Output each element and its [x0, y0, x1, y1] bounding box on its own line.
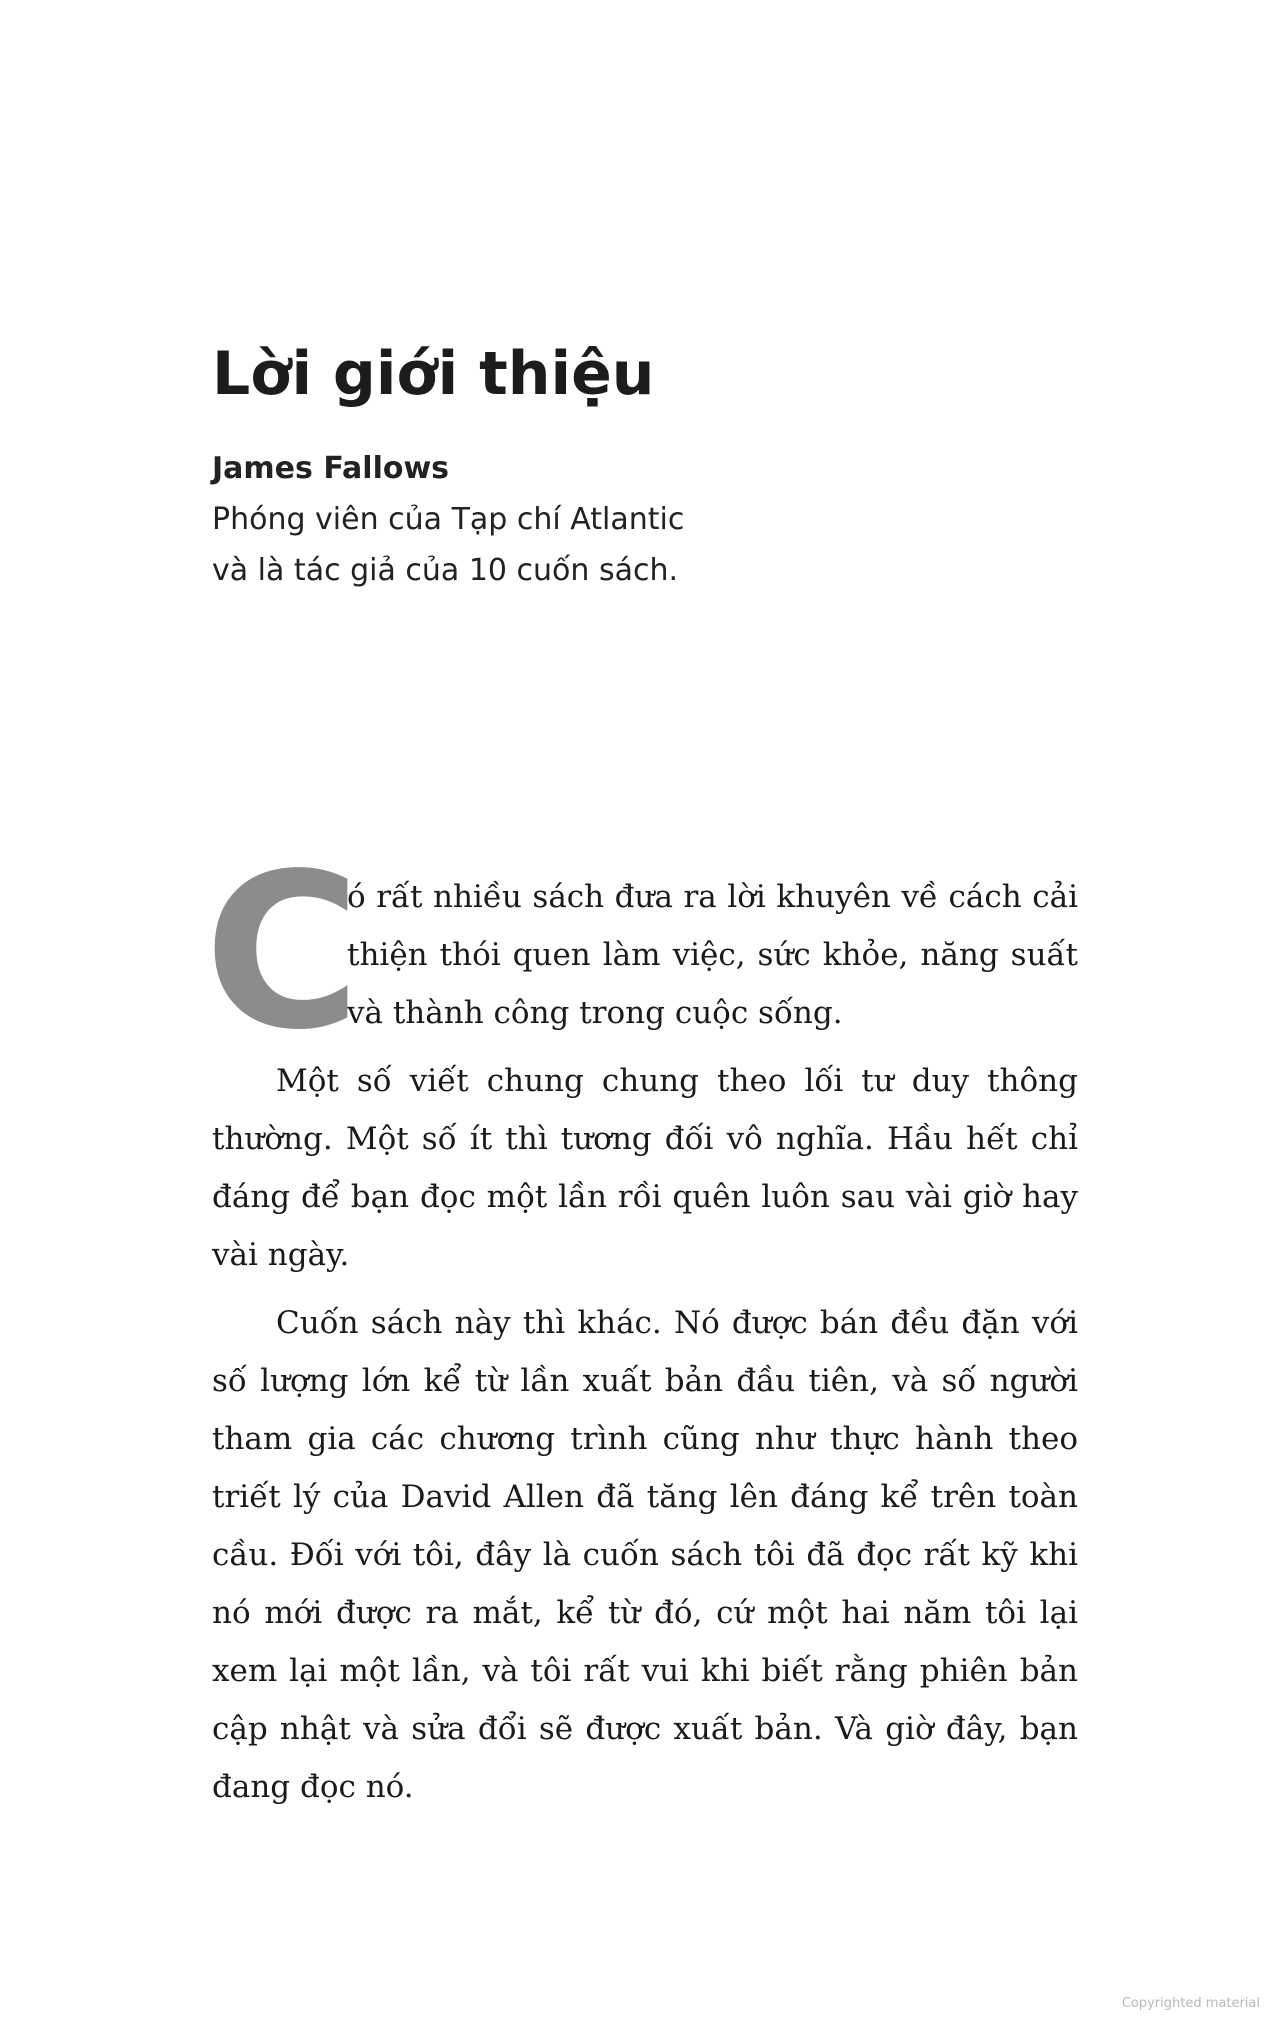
author-description-line-2: và là tác giả của 10 cuốn sách. [212, 553, 679, 588]
author-name: James Fallows [212, 451, 450, 486]
drop-cap: C [204, 828, 362, 1077]
chapter-title: Lời giới thiệu [212, 339, 655, 409]
paragraph-1 [204, 828, 1078, 1077]
paragraph-2: Một số viết chung chung theo lối tư duy thông thường. Một số ít thì tương đối vô nghĩa. Hầu hết chỉ đáng để bạn đọc một lần rồi quên luôn sau vài giờ hay vài ngày. [212, 1063, 1078, 1273]
body-text [204, 828, 1078, 1826]
paragraph-1-text: ó rất nhiều sách đưa ra lời khuyên về cách cải thiện thói quen làm việc, sức khỏe, năng suất và thành công trong cuộc sống. [347, 879, 1078, 1031]
author-block [212, 443, 912, 596]
copyright-notice: Copyrighted material [1121, 1996, 1260, 2011]
paragraph-3: Cuốn sách này thì khác. Nó được bán đều đặn với số lượng lớn kể từ lần xuất bản đầu tiên, và số người tham gia các chương trình cũng như thực hành theo triết lý của David Allen đã tăng lên đáng kể trên toàn cầu. Đối với tôi, đây là cuốn sách tôi đã đọc rất kỹ khi nó mới được ra mắt, kể từ đó, cứ một hai năm tôi lại xem lại một lần, và tôi rất vui khi biết rằng phiên bản cập nhật và sửa đổi sẽ được xuất bản. Và giờ đây, bạn đang đọc nó. [212, 1305, 1078, 1805]
author-description-line-1: Phóng viên của Tạp chí Atlantic [212, 502, 685, 537]
